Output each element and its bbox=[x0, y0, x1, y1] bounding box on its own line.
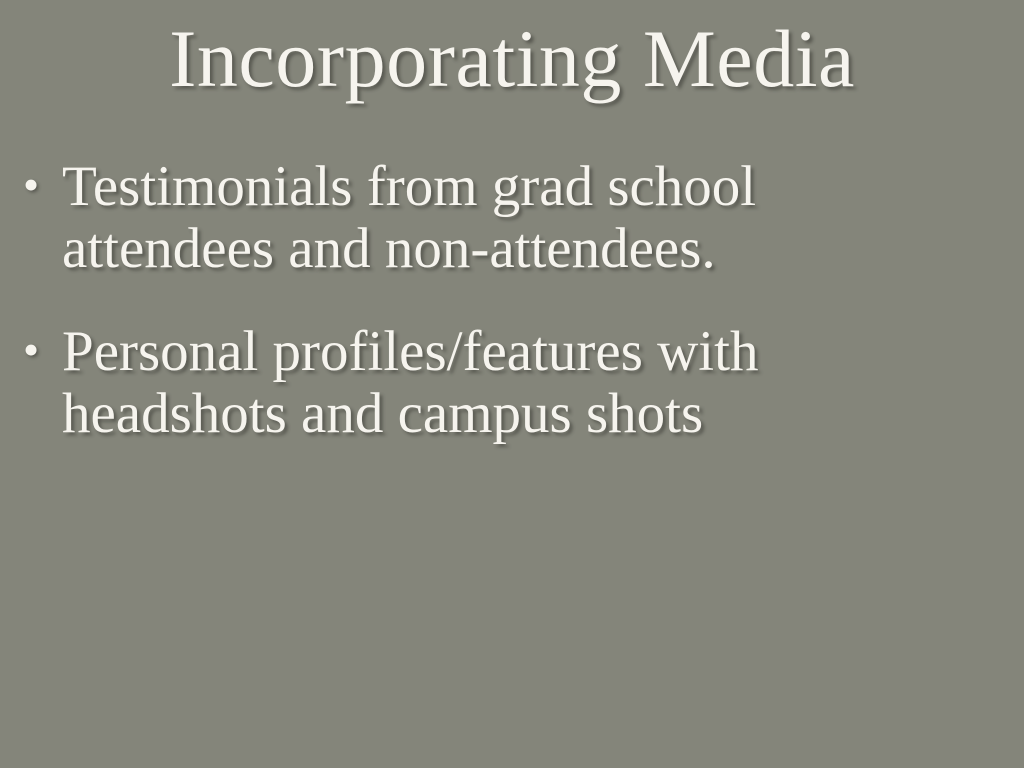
bullet-point-icon: • bbox=[22, 159, 40, 210]
list-item bbox=[0, 321, 1024, 444]
bullet-list bbox=[0, 156, 1024, 486]
list-item bbox=[0, 156, 1024, 279]
list-item-label: Personal profiles/features with headshots and campus shots bbox=[62, 320, 759, 445]
list-item-label: Testimonials from grad school attendees and non-attendees. bbox=[62, 155, 757, 280]
bullet-point-icon: • bbox=[22, 324, 40, 376]
page-title: Incorporating Media bbox=[169, 13, 855, 104]
